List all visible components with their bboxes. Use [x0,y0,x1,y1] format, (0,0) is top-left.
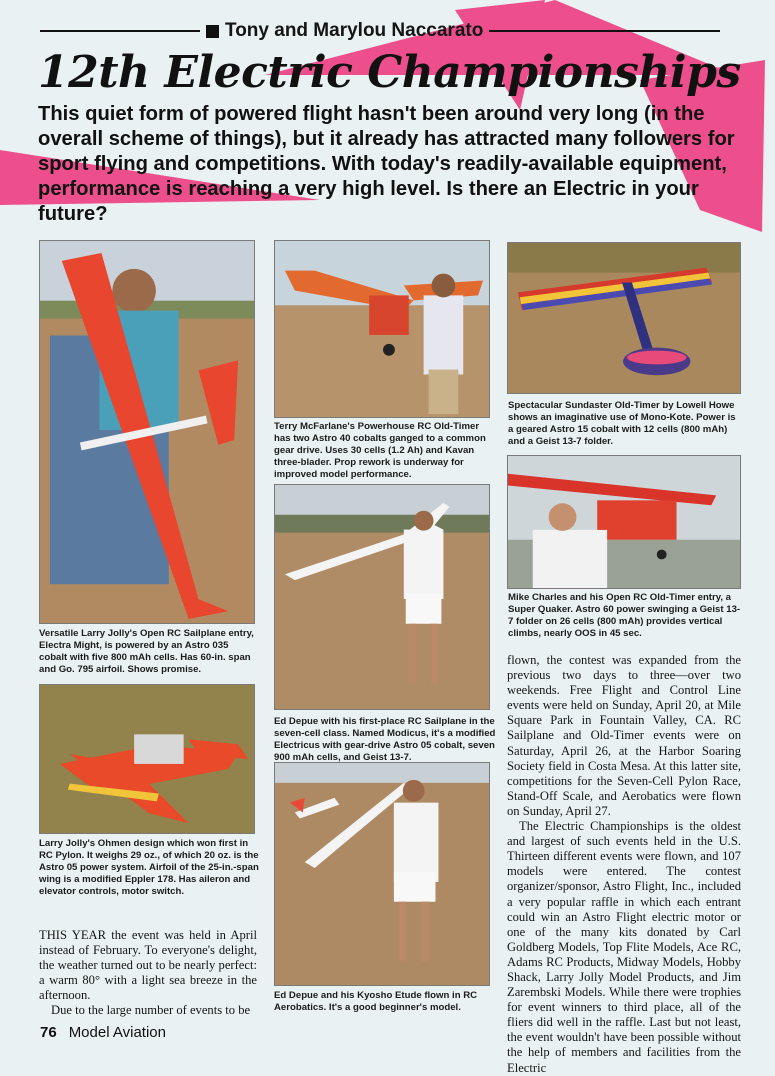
caption-photo-2: Terry McFarlane's Powerhouse RC Old-Timer has two Astro 40 cobalts ganged to a common gear drive. Uses 30 cells (1.2 Ah) and Kavan three-blader. Prop rework is underway for improved model performance. [274,421,486,480]
body-paragraph-2: Due to the large number of events to be [51,1003,251,1018]
body-paragraph-1-text: the event was held in April instead of February. To everyone's delight, the weather turned out to be nearly perfect: a warm 80° with a light sea breeze in the afternoon. [39,928,257,1003]
photo-larry-jolly-ohmen [39,684,255,834]
page-footer [40,1020,166,1044]
page-number: 76 [40,1023,57,1041]
byline-rule-right [489,30,720,32]
article-title: 12th Electric Championships [38,47,741,98]
body-column-3 [507,653,741,1076]
byline-rule-left [40,30,200,32]
photo-larry-jolly-sailplane [39,240,255,624]
photo-sundaster-old-timer [507,242,741,394]
byline-square-icon [206,25,219,38]
body-paragraph-3: flown, the contest was expanded from the previous two days to three—over two weekends. Free Flight and Control Line events were held on Sunday, April 20, at Mile Square Park in Fountain Valley, CA. RC Sailplane and Old-Timer events were on Saturday, April 26, at the Harbor Soaring Society field in Costa Mesa. At this latter site, competitions for the Seven-Cell Pylon Race, Stand-Off Scale, and Aerobatics were flown on Sunday, April 27. [507,653,741,818]
photo-mcfarlane-powerhouse [274,240,490,418]
photo-ed-depue-modicus [274,484,490,710]
article-deck: This quiet form of powered flight hasn't been around very long (in the overall scheme of things), but it already has attracted many followers for sport flying and competitions. With today's readily-available equipment, performance is reaching a very high level. Is there an Electric in your future? [38,103,735,225]
lead-in: THIS YEAR [39,928,107,942]
caption-photo-3: Spectacular Sundaster Old-Timer by Lowell Howe shows an imaginative use of Mono-Kote. Power is a geared Astro 15 cobalt with 12 cells (800 mAh) and a Geist 13-7 folder. [508,400,736,447]
caption-photo-6: Larry Jolly's Ohmen design which won first in RC Pylon. It weighs 29 oz., of which 20 oz. is the Astro 05 power system. Airfoil of the 25-in.-span wing is a modified Eppler 178. Has aileron and elevator controls, motor switch. [39,838,259,897]
body-paragraph-1 [39,928,257,1003]
photo-mike-charles-super-quaker [507,455,741,589]
body-paragraph-4: The Electric Championships is the oldest and largest of such events held in the U.S. Thirteen different events were flown, and 107 models were entered. The contest organizer/sponsor, Astro Flight, Inc., included a very popular raffle in which each entrant could win an Astro Flight electric motor or one of the many kits donated by Carl Goldberg Models, Top Flite Models, Ace RC, Adams RC Products, Midway Models, Hobby Shack, Larry Jolly Model Products, and Jim Zarembski Models. While there were trophies for event winners to third place, all of the fliers did well in the raffle. Last but not least, the event wouldn't have been possible without the help of members and facilities from the Electric [507,819,741,1075]
byline [40,18,720,44]
caption-photo-1: Versatile Larry Jolly's Open RC Sailplane entry, Electra Might, is powered by an Astro 035 cobalt with five 800 mAh cells. Has 60-in. span and Go. 795 airfoil. Shows promise. [39,628,254,675]
caption-photo-4: Mike Charles and his Open RC Old-Timer entry, a Super Quaker. Astro 60 power swinging a Geist 13-7 folder on 26 cells (800 mAh) provides vertical climbs, nearly OOS in 45 sec. [508,592,741,639]
body-column-1 [39,928,257,1019]
byline-authors: Tony and Marylou Naccarato [225,20,484,41]
photo-ed-depue-kyosho-etude [274,762,490,986]
publication-name: Model Aviation [68,1023,166,1041]
caption-photo-5: Ed Depue with his first-place RC Sailplane in the seven-cell class. Named Modicus, it's a modified Electricus with gear-drive Astro 05 cobalt, seven 900 mAh cells, and Geist 13-7. [274,716,496,763]
caption-photo-7: Ed Depue and his Kyosho Etude flown in RC Aerobatics. It's a good beginner's model. [274,990,478,1013]
